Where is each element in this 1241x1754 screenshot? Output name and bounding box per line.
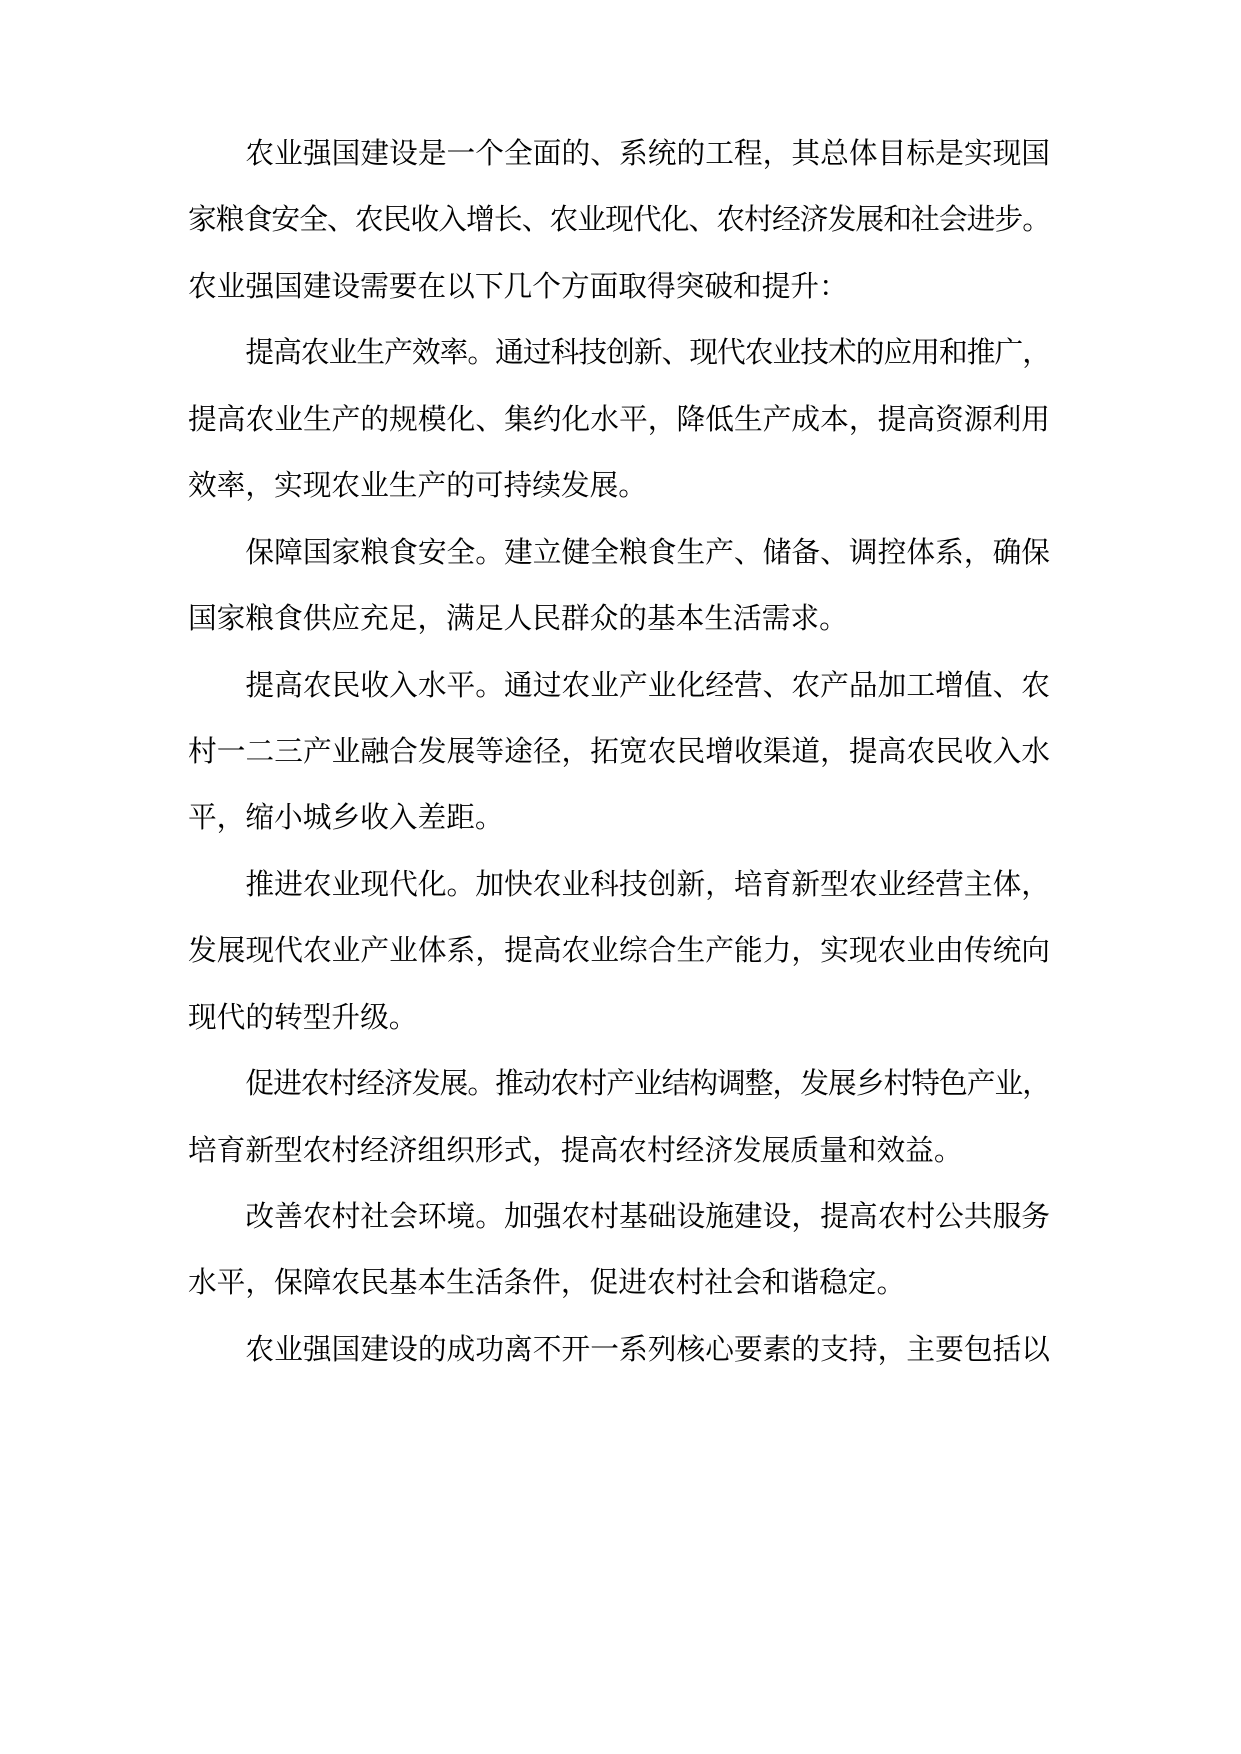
paragraph-agricultural-modernization xyxy=(188,851,1050,1050)
text-line: 改善农村社会环境。加强农村基础设施建设，提高农村公共服务 xyxy=(245,1199,1050,1233)
text-line: 培育新型农村经济组织形式，提高农村经济发展质量和效益。 xyxy=(188,1132,963,1167)
paragraph-food-security xyxy=(188,519,1050,652)
paragraph-rural-economy xyxy=(188,1050,1050,1183)
text-line: 村一二三产业融合发展等途径，拓宽农民增收渠道，提高农民收入水 xyxy=(188,733,1050,768)
text-line: 平，缩小城乡收入差距。 xyxy=(188,800,504,835)
text-line: 提高农业生产的规模化、集约化水平，降低生产成本，提高资源利用 xyxy=(188,401,1050,436)
text-line: 农业强国建设需要在以下几个方面取得突破和提升： xyxy=(188,268,848,303)
document-body xyxy=(188,120,1050,1382)
paragraph-farmer-income xyxy=(188,652,1050,851)
text-line: 提高农业生产效率。通过科技创新、现代农业技术的应用和推广， xyxy=(245,335,1050,370)
text-line: 家粮食安全、农民收入增长、农业现代化、农村经济发展和社会进步。 xyxy=(188,202,1050,237)
text-line: 提高农民收入水平。通过农业产业化经营、农产品加工增值、农 xyxy=(245,667,1050,702)
paragraph-intro xyxy=(188,120,1050,319)
paragraph-rural-society xyxy=(188,1183,1050,1316)
text-line: 推进农业现代化。加快农业科技创新，培育新型农业经营主体， xyxy=(245,866,1050,901)
text-line: 发展现代农业产业体系，提高农业综合生产能力，实现农业由传统向 xyxy=(188,933,1050,968)
text-line: 促进农村经济发展。推动农村产业结构调整，发展乡村特色产业， xyxy=(245,1066,1050,1101)
text-line: 农业强国建设是一个全面的、系统的工程，其总体目标是实现国 xyxy=(245,136,1050,170)
paragraph-production-efficiency xyxy=(188,319,1050,518)
text-line: 水平，保障农民基本生活条件，促进农村社会和谐稳定。 xyxy=(188,1265,906,1300)
text-line: 农业强国建设的成功离不开一系列核心要素的支持，主要包括以 xyxy=(245,1331,1050,1366)
text-line: 现代的转型升级。 xyxy=(188,999,418,1034)
paragraph-core-elements xyxy=(188,1316,1050,1382)
text-line: 保障国家粮食安全。建立健全粮食生产、储备、调控体系，确保 xyxy=(245,534,1050,569)
text-line: 国家粮食供应充足，满足人民群众的基本生活需求。 xyxy=(188,601,848,636)
text-line: 效率，实现农业生产的可持续发展。 xyxy=(188,468,647,503)
